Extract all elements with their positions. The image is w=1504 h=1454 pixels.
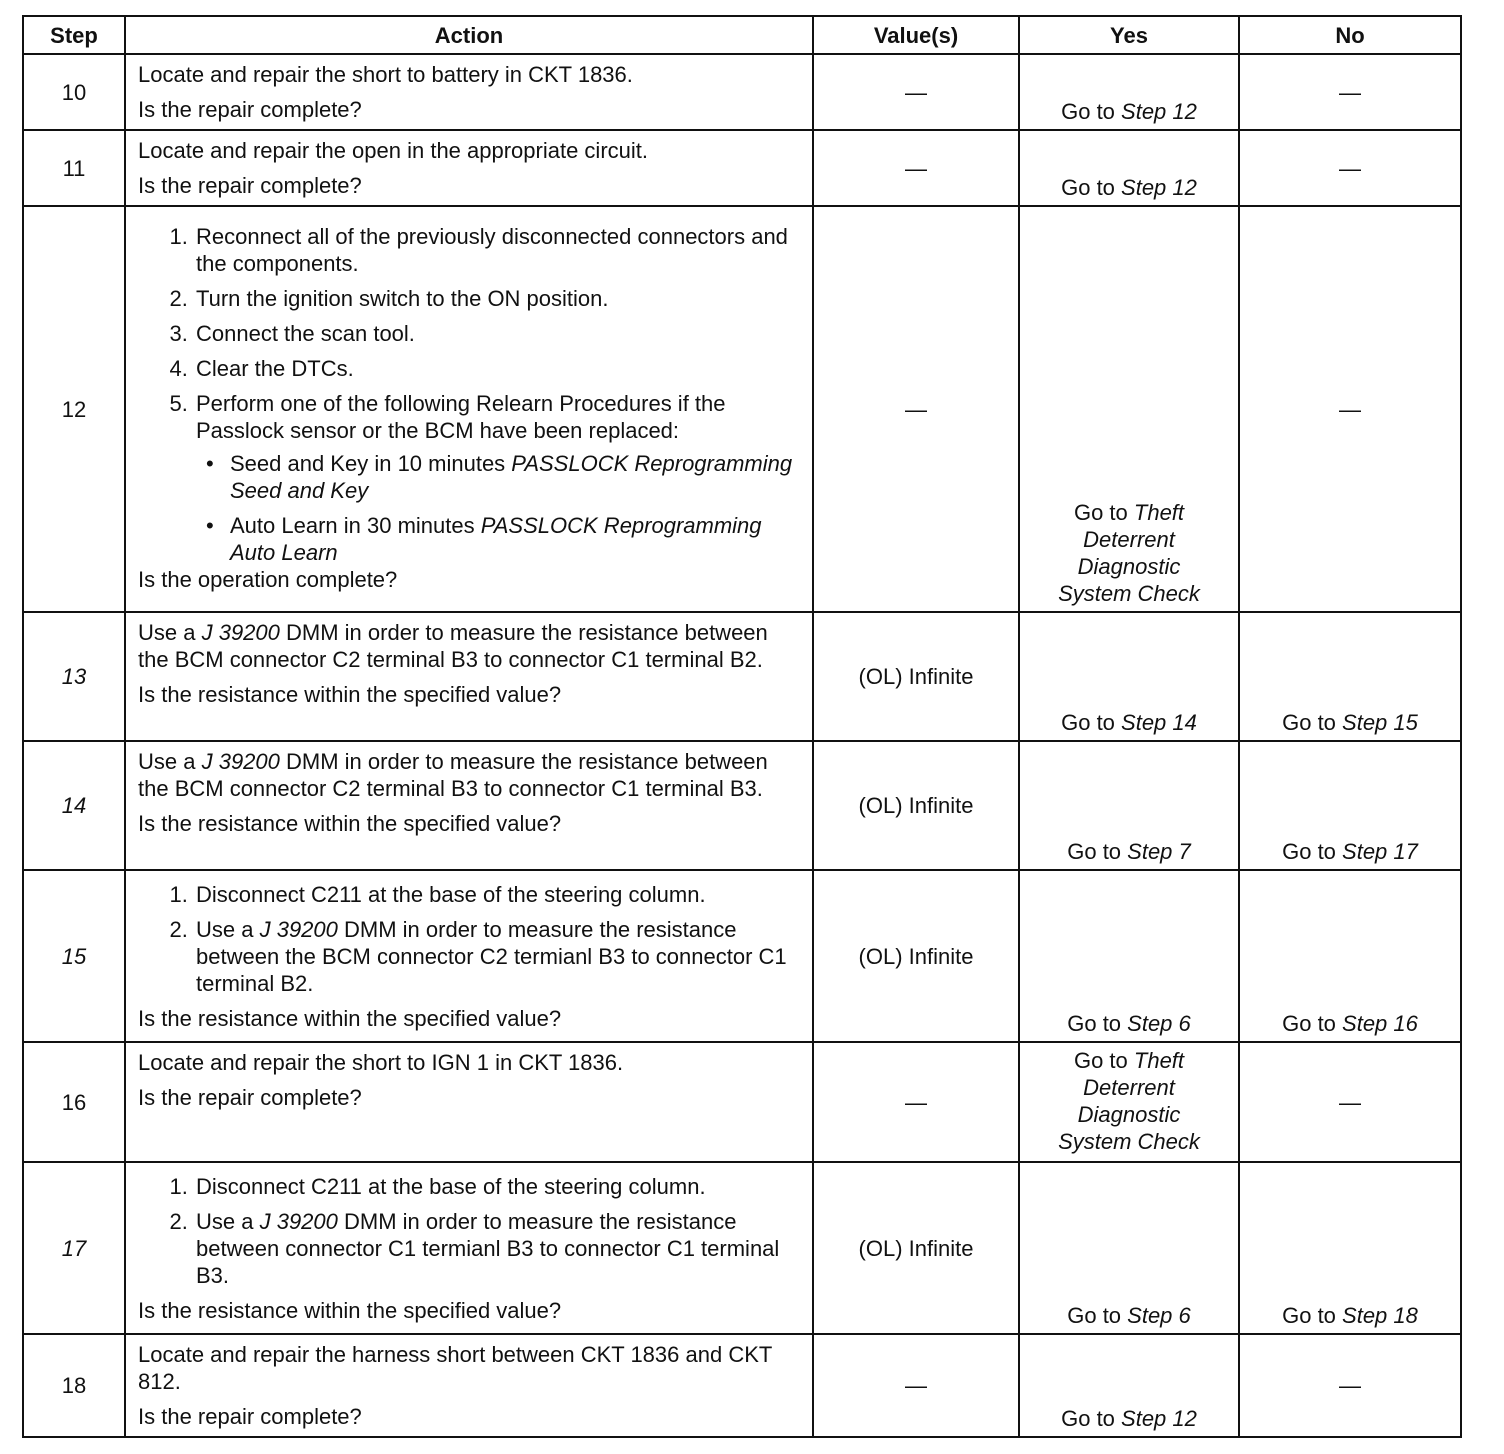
tool-name: J 39200 xyxy=(201,620,280,645)
list-item: 3. Connect the scan tool. xyxy=(194,320,802,347)
yes-prefix: Go to xyxy=(1061,175,1122,200)
no-prefix: Go to xyxy=(1282,1011,1343,1036)
action-cell xyxy=(125,741,813,870)
header-action: Action xyxy=(125,16,813,54)
value-cell: (OL) Infinite xyxy=(813,741,1019,870)
yes-cell[interactable] xyxy=(1019,870,1239,1042)
step-number: 11 xyxy=(23,130,125,206)
step-number: 17 xyxy=(23,1162,125,1334)
list-item: 4. Clear the DTCs. xyxy=(194,355,802,382)
question-text: Is the resistance within the specified value? xyxy=(138,1298,562,1323)
procedure-list xyxy=(138,223,802,566)
action-cell xyxy=(125,1334,813,1437)
no-cell: — xyxy=(1239,54,1461,130)
value-cell: — xyxy=(813,54,1019,130)
tool-name: J 39200 xyxy=(259,1209,338,1234)
action-cell xyxy=(125,206,813,612)
step-number: 15 xyxy=(23,870,125,1042)
yes-cell[interactable] xyxy=(1019,1042,1239,1162)
table-row xyxy=(23,54,1461,130)
action-text-a: Use a xyxy=(138,749,202,774)
header-row xyxy=(23,16,1461,54)
question-text: Is the repair complete? xyxy=(138,1404,362,1429)
list-item-text-a: Use a xyxy=(196,917,260,942)
no-link[interactable]: Step 17 xyxy=(1342,839,1418,864)
tool-name: J 39200 xyxy=(259,917,338,942)
question-text: Is the operation complete? xyxy=(138,567,398,592)
question-text: Is the repair complete? xyxy=(138,97,362,122)
relearn-options xyxy=(196,450,802,566)
procedure-list xyxy=(138,881,802,997)
no-cell[interactable] xyxy=(1239,612,1461,741)
yes-cell[interactable] xyxy=(1019,741,1239,870)
action-cell xyxy=(125,1162,813,1334)
value-cell: (OL) Infinite xyxy=(813,1162,1019,1334)
yes-link[interactable]: Step 12 xyxy=(1121,99,1197,124)
action-text: Locate and repair the short to IGN 1 in CKT 1836. xyxy=(138,1050,624,1075)
yes-link[interactable]: Theft Deterrent Diagnostic System Check xyxy=(1058,500,1200,606)
list-item-text-b: DMM in order to measure the resistance between the BCM connector C2 termianl B3 to connector C1 terminal B2. xyxy=(196,917,787,996)
value-cell: — xyxy=(813,1334,1019,1437)
no-prefix: Go to xyxy=(1282,839,1343,864)
step-number: 12 xyxy=(23,206,125,612)
yes-prefix: Go to xyxy=(1061,99,1122,124)
action-cell xyxy=(125,1042,813,1162)
no-cell[interactable] xyxy=(1239,1162,1461,1334)
action-text xyxy=(138,748,802,802)
value-cell: — xyxy=(813,130,1019,206)
list-item xyxy=(194,390,802,566)
value-cell: — xyxy=(813,1042,1019,1162)
yes-link[interactable]: Step 7 xyxy=(1127,839,1191,864)
procedure-link[interactable]: PASSLOCK Reprogramming Auto Learn xyxy=(230,513,762,565)
table-row xyxy=(23,1042,1461,1162)
list-item: 1. Disconnect C211 at the base of the steering column. xyxy=(194,1173,802,1200)
action-text-a: Use a xyxy=(138,620,202,645)
list-item xyxy=(194,1208,802,1289)
question-text: Is the repair complete? xyxy=(138,1085,362,1110)
bullet-text: Auto Learn in 30 minutes xyxy=(230,513,481,538)
action-text-b: DMM in order to measure the resistance between the BCM connector C2 terminal B3 to connector C1 terminal B3. xyxy=(138,749,768,801)
list-item xyxy=(194,916,802,997)
no-cell: — xyxy=(1239,1334,1461,1437)
yes-link[interactable]: Theft Deterrent Diagnostic System Check xyxy=(1058,1048,1200,1154)
action-text xyxy=(138,619,802,673)
yes-prefix: Go to xyxy=(1067,839,1128,864)
no-prefix: Go to xyxy=(1282,1303,1343,1328)
yes-link[interactable]: Step 6 xyxy=(1127,1303,1191,1328)
value-cell: — xyxy=(813,206,1019,612)
list-item: 1. Reconnect all of the previously disconnected connectors and the components. xyxy=(194,223,802,277)
question-text: Is the resistance within the specified value? xyxy=(138,682,562,707)
yes-prefix: Go to xyxy=(1067,1011,1128,1036)
table-row xyxy=(23,130,1461,206)
value-cell: (OL) Infinite xyxy=(813,870,1019,1042)
table-row xyxy=(23,1334,1461,1437)
list-item-text-a: Use a xyxy=(196,1209,260,1234)
action-text: Locate and repair the harness short between CKT 1836 and CKT 812. xyxy=(138,1342,772,1394)
header-values: Value(s) xyxy=(813,16,1019,54)
diagnostic-table xyxy=(22,15,1462,1438)
procedure-list xyxy=(138,1173,802,1289)
yes-prefix: Go to xyxy=(1061,710,1122,735)
yes-cell[interactable] xyxy=(1019,130,1239,206)
list-item-text: Perform one of the following Relearn Procedures if the Passlock sensor or the BCM have been replaced: xyxy=(196,391,726,443)
no-cell: — xyxy=(1239,206,1461,612)
header-step: Step xyxy=(23,16,125,54)
yes-cell[interactable] xyxy=(1019,1334,1239,1437)
list-item: 1. Disconnect C211 at the base of the steering column. xyxy=(194,881,802,908)
yes-link[interactable]: Step 12 xyxy=(1121,175,1197,200)
question-text: Is the resistance within the specified value? xyxy=(138,1006,562,1031)
yes-link[interactable]: Step 14 xyxy=(1121,710,1197,735)
action-cell xyxy=(125,130,813,206)
no-cell[interactable] xyxy=(1239,741,1461,870)
yes-prefix: Go to xyxy=(1061,1406,1122,1431)
no-cell: — xyxy=(1239,130,1461,206)
question-text: Is the resistance within the specified value? xyxy=(138,811,562,836)
action-cell xyxy=(125,870,813,1042)
yes-prefix: Go to xyxy=(1073,1048,1134,1073)
value-cell: (OL) Infinite xyxy=(813,612,1019,741)
action-cell xyxy=(125,54,813,130)
bullet-text: Seed and Key in 10 minutes xyxy=(230,451,512,476)
yes-cell[interactable] xyxy=(1019,54,1239,130)
yes-link[interactable]: Step 12 xyxy=(1121,1406,1197,1431)
step-number: 14 xyxy=(23,741,125,870)
table-row xyxy=(23,612,1461,741)
step-number: 16 xyxy=(23,1042,125,1162)
procedure-link[interactable]: PASSLOCK Reprogramming Seed and Key xyxy=(230,451,793,503)
action-text-b: DMM in order to measure the resistance between the BCM connector C2 terminal B3 to connector C1 terminal B2. xyxy=(138,620,768,672)
yes-cell[interactable] xyxy=(1019,206,1239,612)
table-row xyxy=(23,741,1461,870)
no-cell[interactable] xyxy=(1239,870,1461,1042)
no-link[interactable]: Step 15 xyxy=(1342,710,1418,735)
bullet-item xyxy=(226,512,802,566)
action-cell xyxy=(125,612,813,741)
step-number: 18 xyxy=(23,1334,125,1437)
action-text: Locate and repair the open in the appropriate circuit. xyxy=(138,138,648,163)
table-row xyxy=(23,206,1461,612)
no-prefix: Go to xyxy=(1282,710,1343,735)
no-link[interactable]: Step 16 xyxy=(1342,1011,1418,1036)
no-cell: — xyxy=(1239,1042,1461,1162)
header-no: No xyxy=(1239,16,1461,54)
yes-cell[interactable] xyxy=(1019,1162,1239,1334)
table-row xyxy=(23,870,1461,1042)
yes-cell[interactable] xyxy=(1019,612,1239,741)
header-yes: Yes xyxy=(1019,16,1239,54)
step-number: 13 xyxy=(23,612,125,741)
question-text: Is the repair complete? xyxy=(138,173,362,198)
yes-prefix: Go to xyxy=(1067,1303,1128,1328)
list-item: 2. Turn the ignition switch to the ON position. xyxy=(194,285,802,312)
bullet-item xyxy=(226,450,802,504)
tool-name: J 39200 xyxy=(201,749,280,774)
list-item-text-b: DMM in order to measure the resistance between connector C1 termianl B3 to connector C1 terminal B3. xyxy=(196,1209,780,1288)
yes-link[interactable]: Step 6 xyxy=(1127,1011,1191,1036)
yes-prefix: Go to xyxy=(1073,500,1134,525)
action-text: Locate and repair the short to battery in CKT 1836. xyxy=(138,62,633,87)
step-number: 10 xyxy=(23,54,125,130)
table-row xyxy=(23,1162,1461,1334)
no-link[interactable]: Step 18 xyxy=(1342,1303,1418,1328)
